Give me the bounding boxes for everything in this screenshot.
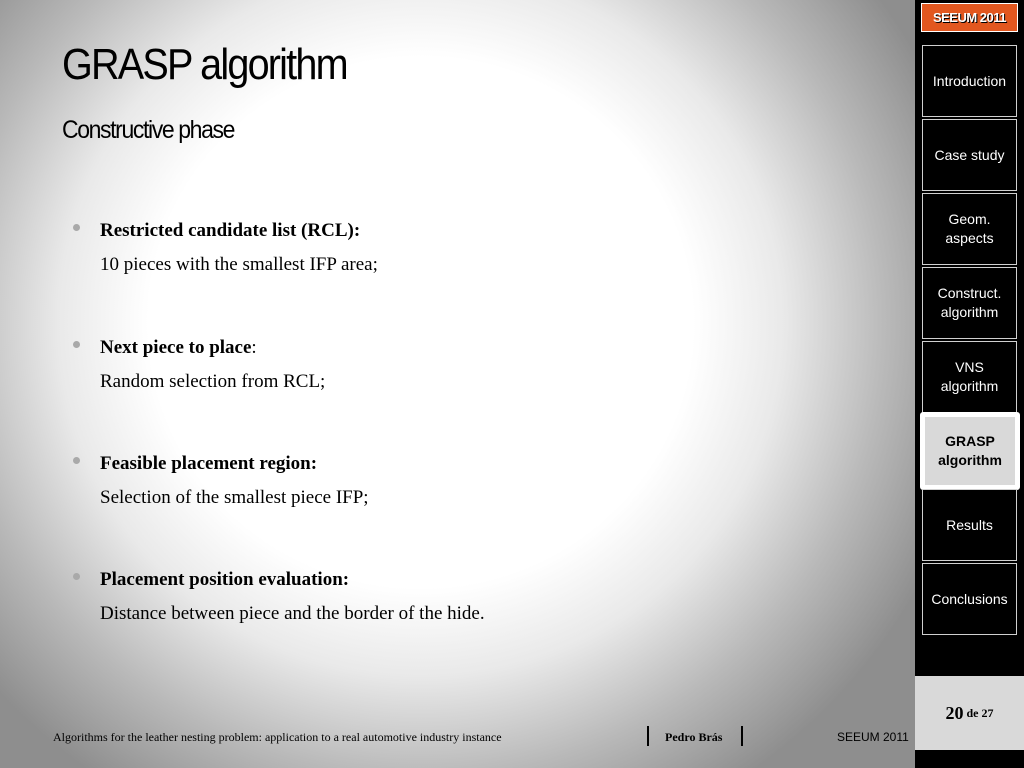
bullet-dot-icon <box>73 341 80 348</box>
bullet-heading <box>100 337 257 359</box>
nav-item-vns-algorithm[interactable]: VNS algorithm <box>922 341 1017 413</box>
page-total: 27 <box>981 705 994 720</box>
nav-item-case-study[interactable]: Case study <box>922 119 1017 191</box>
footer-divider <box>741 726 743 746</box>
footer-talk-title: Algorithms for the leather nesting problem: application to a real automotive industry instance <box>53 730 502 744</box>
page-counter <box>915 676 1024 750</box>
nav-item-introduction[interactable]: Introduction <box>922 45 1017 117</box>
bullet-dot-icon <box>73 573 80 580</box>
nav-item-results[interactable]: Results <box>922 489 1017 561</box>
bullet-heading: Placement position evaluation: <box>100 569 350 590</box>
page-separator: de <box>966 705 979 720</box>
slide-subtitle: Constructive phase <box>62 116 235 144</box>
nav-item-grasp-algorithm[interactable]: GRASP algorithm <box>920 412 1020 490</box>
nav-item-geom-aspects[interactable]: Geom. aspects <box>922 193 1017 265</box>
event-badge: SEEUM 2011 <box>921 3 1018 32</box>
bullet-text: Selection of the smallest piece IFP; <box>100 487 369 508</box>
bullet-dot-icon <box>73 224 80 231</box>
page-current: 20 <box>945 702 964 723</box>
bullet-heading-text: Next piece to place <box>100 337 252 358</box>
footer-divider <box>647 726 649 746</box>
bullet-dot-icon <box>73 457 80 464</box>
bullet-heading: Restricted candidate list (RCL): <box>100 220 361 241</box>
slide-title: GRASP algorithm <box>62 40 347 89</box>
nav-item-construct-algorithm[interactable]: Construct. algorithm <box>922 267 1017 339</box>
bullet-text: Random selection from RCL; <box>100 371 326 392</box>
bullet-heading: Feasible placement region: <box>100 453 318 474</box>
nav-item-conclusions[interactable]: Conclusions <box>922 563 1017 635</box>
bullet-text: 10 pieces with the smallest IFP area; <box>100 254 378 275</box>
bullet-text: Distance between piece and the border of the hide. <box>100 603 485 624</box>
footer-event: SEEUM 2011 <box>837 730 909 744</box>
footer-author: Pedro Brás <box>665 730 723 744</box>
bullet-heading-suffix: : <box>251 337 257 358</box>
